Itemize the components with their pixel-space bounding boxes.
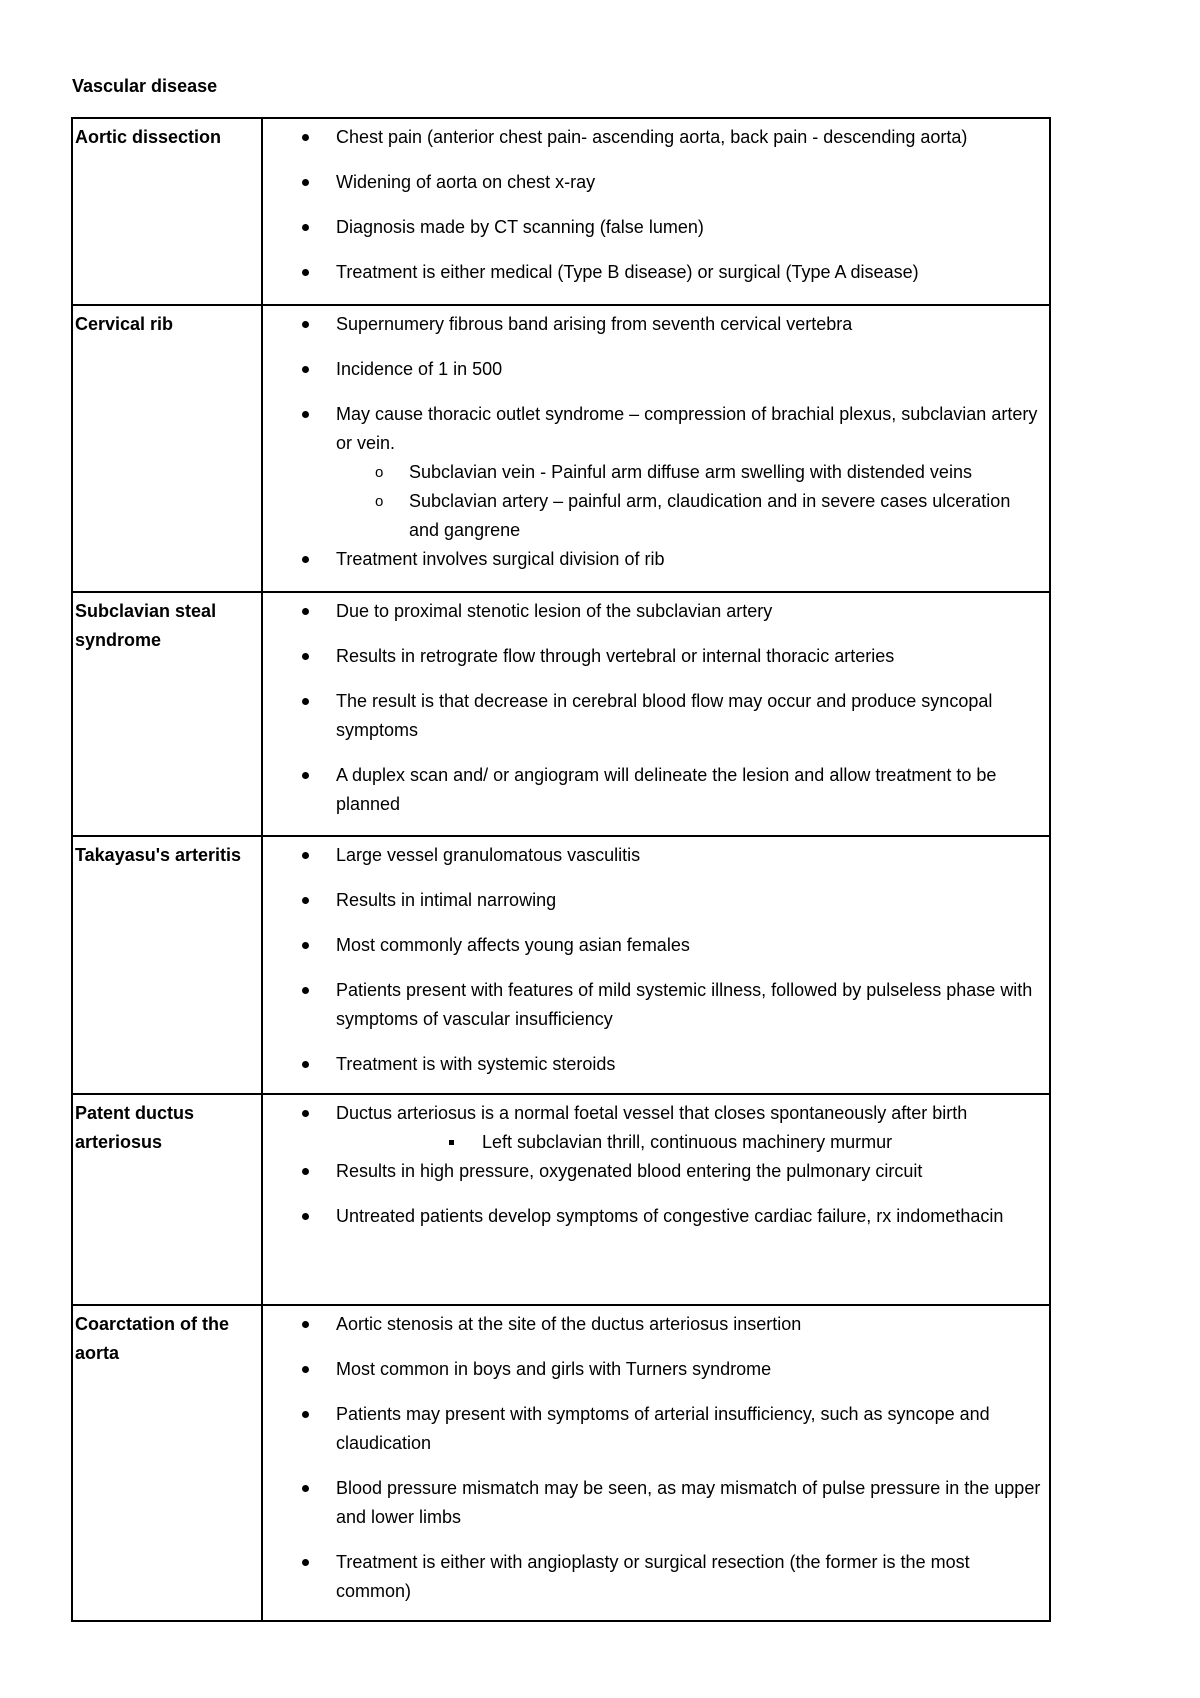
bullet-item: Results in intimal narrowing xyxy=(263,886,1041,915)
bullet-list xyxy=(263,1099,1041,1231)
condition-cell xyxy=(72,836,262,1094)
condition-name: Subclavian steal syndrome xyxy=(75,601,217,650)
bullet-list xyxy=(263,597,1041,819)
table-row xyxy=(72,836,1050,1094)
condition-cell xyxy=(72,1305,262,1621)
condition-name: Patent ductus arteriosus xyxy=(75,1103,195,1152)
bullet-item: Due to proximal stenotic lesion of the subclavian artery xyxy=(263,597,1041,626)
details-cell xyxy=(262,592,1050,836)
details-cell xyxy=(262,836,1050,1094)
table-row xyxy=(72,305,1050,592)
bullet-item: Treatment is with systemic steroids xyxy=(263,1050,1041,1079)
bullet-item: Treatment is either medical (Type B disease) or surgical (Type A disease) xyxy=(263,258,1041,287)
bullet-item: Patients present with features of mild systemic illness, followed by pulseless phase with symptoms of vascular insufficiency xyxy=(263,976,1041,1034)
sub-bullet-item: o Subclavian artery – painful arm, claudication and in severe cases ulceration and gangrene xyxy=(336,487,1041,545)
bullet-item: Results in high pressure, oxygenated blood entering the pulmonary circuit xyxy=(263,1157,1041,1186)
bullet-item: Chest pain (anterior chest pain- ascending aorta, back pain - descending aorta) xyxy=(263,123,1041,152)
bullet-item: Large vessel granulomatous vasculitis xyxy=(263,841,1041,870)
bullet-item: Treatment involves surgical division of rib xyxy=(263,545,1041,574)
sub-bullet-list xyxy=(336,1128,1041,1157)
sub-bullet-item: Left subclavian thrill, continuous machinery murmur xyxy=(336,1128,1041,1157)
sub-bullet-item: o Subclavian vein - Painful arm diffuse arm swelling with distended veins xyxy=(336,458,1041,487)
details-cell xyxy=(262,118,1050,305)
table-row xyxy=(72,118,1050,305)
bullet-item: Blood pressure mismatch may be seen, as may mismatch of pulse pressure in the upper and lower limbs xyxy=(263,1474,1041,1532)
table-row xyxy=(72,1094,1050,1305)
condition-name: Aortic dissection xyxy=(75,127,222,147)
bullet-text: Ductus arteriosus is a normal foetal vessel that closes spontaneously after birth xyxy=(336,1103,968,1123)
bullet-item: Patients may present with symptoms of arterial insufficiency, such as syncope and claudication xyxy=(263,1400,1041,1458)
bullet-item: Treatment is either with angioplasty or surgical resection (the former is the most common) xyxy=(263,1548,1041,1606)
bullet-list xyxy=(263,1310,1041,1606)
bullet-item: The result is that decrease in cerebral blood flow may occur and produce syncopal symptoms xyxy=(263,687,1041,745)
table-row xyxy=(72,592,1050,836)
bullet-text: May cause thoracic outlet syndrome – compression of brachial plexus, subclavian artery or vein. xyxy=(336,404,1038,453)
bullet-item: Incidence of 1 in 500 xyxy=(263,355,1041,384)
bullet-item: Results in retrograte flow through vertebral or internal thoracic arteries xyxy=(263,642,1041,671)
condition-cell xyxy=(72,305,262,592)
condition-cell xyxy=(72,118,262,305)
bullet-item: Untreated patients develop symptoms of congestive cardiac failure, rx indomethacin xyxy=(263,1202,1041,1231)
condition-name: Cervical rib xyxy=(75,314,174,334)
vascular-disease-table xyxy=(71,117,1051,1622)
condition-cell xyxy=(72,592,262,836)
bullet-item: A duplex scan and/ or angiogram will delineate the lesion and allow treatment to be planned xyxy=(263,761,1041,819)
bullet-item xyxy=(263,1099,1041,1157)
sub-bullet-list xyxy=(336,458,1041,545)
bullet-item: Aortic stenosis at the site of the ductus arteriosus insertion xyxy=(263,1310,1041,1339)
bullet-list xyxy=(263,310,1041,574)
bullet-item: Most common in boys and girls with Turners syndrome xyxy=(263,1355,1041,1384)
bullet-item: Diagnosis made by CT scanning (false lumen) xyxy=(263,213,1041,242)
bullet-list xyxy=(263,123,1041,287)
table-row xyxy=(72,1305,1050,1621)
bullet-item: Supernumery fibrous band arising from seventh cervical vertebra xyxy=(263,310,1041,339)
condition-name: Coarctation of the aorta xyxy=(75,1314,230,1363)
page-title: Vascular disease xyxy=(72,76,218,96)
condition-name: Takayasu's arteritis xyxy=(75,845,242,865)
details-cell xyxy=(262,1094,1050,1305)
bullet-item xyxy=(263,400,1041,545)
bullet-list xyxy=(263,841,1041,1079)
condition-cell xyxy=(72,1094,262,1305)
details-cell xyxy=(262,305,1050,592)
bullet-item: Widening of aorta on chest x-ray xyxy=(263,168,1041,197)
bullet-item: Most commonly affects young asian females xyxy=(263,931,1041,960)
details-cell xyxy=(262,1305,1050,1621)
